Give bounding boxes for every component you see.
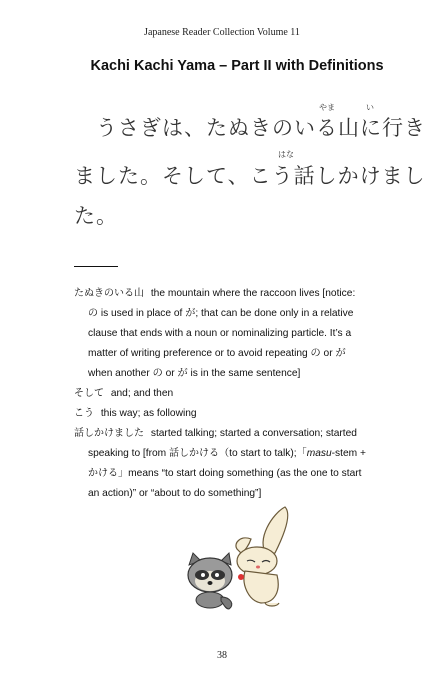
definitions-list <box>74 284 404 504</box>
definition-text: started talking; started a conversation; started <box>150 428 357 439</box>
kanji-yama: 山 <box>338 116 360 140</box>
definition-continuation <box>74 304 404 324</box>
furigana-hana: はな <box>278 150 294 159</box>
definition-term: そして <box>74 388 104 399</box>
page-number: 38 <box>217 650 227 661</box>
definition-text: is used in place of が; that can be done only in a relative <box>98 308 354 319</box>
kanji-hanasu: 話 <box>293 164 316 188</box>
definition-continuation: an action)” or “about to do something”] <box>88 488 262 499</box>
passage-text: ました。そして、こう <box>74 164 294 188</box>
running-header: Japanese Reader Collection Volume 11 <box>144 27 300 38</box>
furigana-yama: やま <box>319 103 335 112</box>
section-divider <box>74 266 118 267</box>
inline-japanese: の <box>88 308 98 319</box>
definition-term: こう <box>74 408 94 419</box>
passage-line-2 <box>74 160 426 190</box>
page-title: Kachi Kachi Yama – Part II with Definitions <box>90 58 384 74</box>
definition-continuation <box>74 444 404 464</box>
inline-japanese: かける <box>88 468 118 479</box>
definition-text: the mountain where the raccoon lives [notice: <box>150 288 356 299</box>
definition-text: （to start to talk);「 <box>218 448 307 459</box>
definition-text: this way; as following <box>100 408 197 419</box>
definition-text: 」means “to start doing something (as the one to start <box>118 468 362 479</box>
italic-term: masu <box>306 448 332 459</box>
passage-text: き <box>404 116 426 140</box>
kanji-iku: 行 <box>382 116 404 140</box>
definition-entry <box>74 384 404 404</box>
rabbit-icon <box>236 507 288 606</box>
definition-text: -stem + <box>331 448 366 459</box>
definition-term: たぬきのいる山 <box>74 288 144 299</box>
definition-continuation: clause that ends with a noun or nominalizing particle. It’s a <box>88 328 352 339</box>
definition-entry <box>74 284 404 304</box>
definition-continuation <box>74 464 404 484</box>
definition-entry <box>74 424 404 444</box>
passage-text: うさぎは、たぬきのいる <box>96 116 338 140</box>
definition-text: speaking to [from <box>88 448 169 459</box>
definition-term: 話しかけました <box>74 428 144 439</box>
definition-entry <box>74 404 404 424</box>
passage-text: に <box>360 116 382 140</box>
definition-continuation: matter of writing preference or to avoid repeating の or が <box>88 348 346 359</box>
inline-japanese: 話しかける <box>168 448 219 459</box>
passage-line-3: た。 <box>74 204 118 228</box>
definition-text: and; and then <box>110 388 174 399</box>
passage-line-1 <box>96 112 426 142</box>
definition-continuation: when another の or が is in the same sentence] <box>88 368 301 379</box>
raccoon-icon <box>188 553 232 609</box>
furigana-i: い <box>366 103 374 112</box>
raccoon-and-rabbit-illustration <box>185 505 300 610</box>
passage-text: しかけまし <box>315 164 426 188</box>
